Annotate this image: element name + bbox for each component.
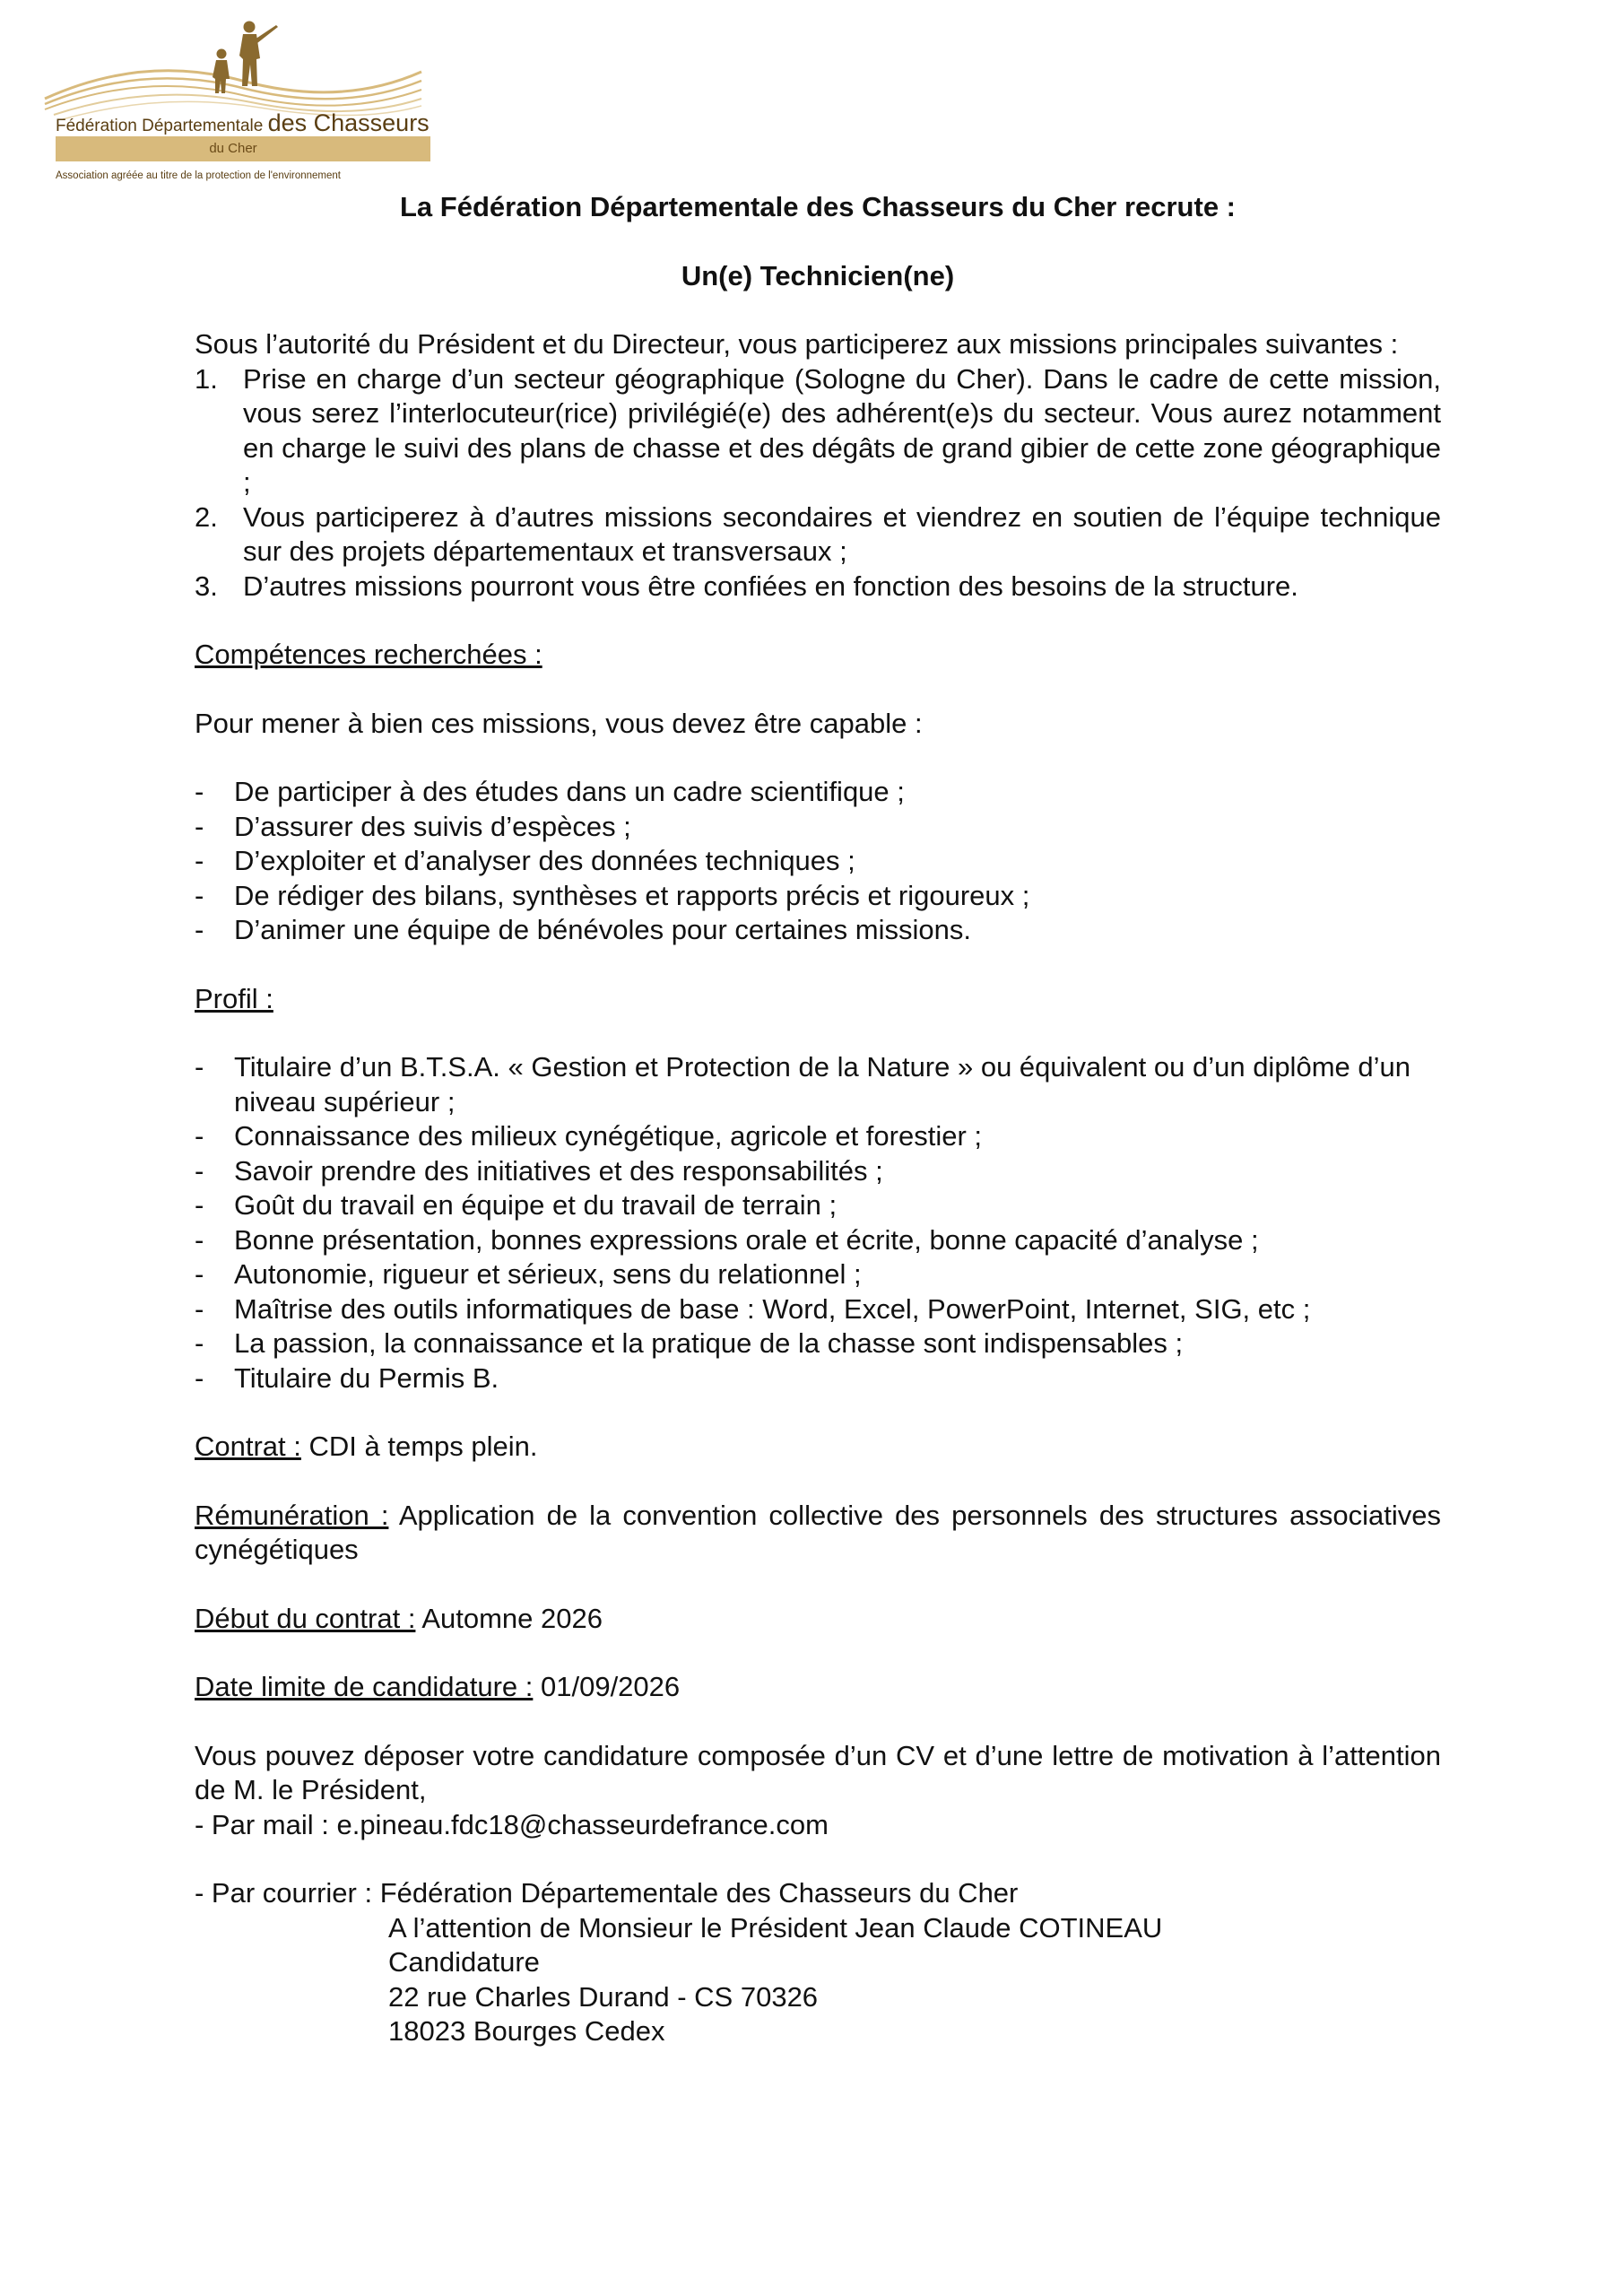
debut-line (195, 1602, 1441, 1637)
mission-text: Vous participerez à d’autres missions secondaires et viendrez en soutien de l’équipe technique sur des projets départementaux et transversaux ; (243, 500, 1441, 567)
competence-text: D’assurer des suivis d’espèces ; (234, 810, 631, 842)
mission-number: 3. (195, 570, 218, 602)
contrat-label: Contrat : (195, 1431, 301, 1462)
list-item: - Titulaire d’un B.T.S.A. « Gestion et Protection de la Nature » ou équivalent ou d’un diplôme d’un niveau supérieur ; (195, 1051, 1410, 1118)
profil-text: Connaissance des milieux cynégétique, agricole et forestier ; (234, 1120, 983, 1152)
list-item: - Savoir prendre des initiatives et des responsabilités ; (195, 1154, 883, 1187)
logo-title-big: des Chasseurs (267, 109, 430, 136)
address-line: 18023 Bourges Cedex (388, 2015, 665, 2047)
debut-label: Début du contrat : (195, 1602, 416, 1634)
logo-subtitle: du Cher (209, 141, 257, 156)
list-item: - Bonne présentation, bonnes expressions orale et écrite, bonne capacité d’analyse ; (195, 1223, 1259, 1256)
mission-text: D’autres missions pourront vous être confiées en fonction des besoins de la structure. (243, 570, 1298, 602)
candidature-paragraph: Vous pouvez déposer votre candidature composée d’un CV et d’une lettre de motivation à l’attention de M. le Président, (195, 1739, 1441, 1805)
competences-lead: Pour mener à bien ces missions, vous devez être capable : (195, 707, 923, 739)
address-line: Candidature (388, 1946, 540, 1978)
page-title: La Fédération Départementale des Chasseurs du Cher recrute : (399, 191, 1236, 222)
logo-tagline: Association agréée au titre de la protection de l'environnement (56, 170, 342, 181)
list-item: - Maîtrise des outils informatiques de base : Word, Excel, PowerPoint, Internet, SIG, etc ; (195, 1292, 1311, 1325)
competence-text: De rédiger des bilans, synthèses et rapports précis et rigoureux ; (234, 879, 1030, 911)
intro-paragraph: Sous l’autorité du Président et du Directeur, vous participerez aux missions principales suivantes : (195, 328, 1399, 360)
remuneration-value: Application de la convention collective des personnels des structures associatives cynégétiques (195, 1499, 1441, 1565)
competence-text: De participer à des études dans un cadre scientifique ; (234, 776, 905, 807)
competences-heading: Compétences recherchées : (195, 639, 542, 670)
list-item: - De participer à des études dans un cadre scientifique ; (195, 776, 905, 807)
profil-heading: Profil : (195, 982, 273, 1014)
profil-text: Savoir prendre des initiatives et des responsabilités ; (234, 1154, 883, 1187)
mission-item (195, 570, 1441, 604)
mission-item (195, 362, 1441, 500)
federation-logo (36, 18, 430, 181)
profil-list (195, 1050, 1441, 1396)
date-limite-label: Date limite de candidature : (195, 1671, 534, 1702)
list-item: - Autonomie, rigueur et sérieux, sens du relationnel ; (195, 1258, 862, 1290)
competence-text: D’exploiter et d’analyser des données techniques ; (234, 845, 855, 876)
list-item: - La passion, la connaissance et la pratique de la chasse sont indispensables ; (195, 1327, 1184, 1359)
remuneration-line (195, 1499, 1441, 1568)
job-posting (195, 190, 1441, 2049)
competence-text: D’animer une équipe de bénévoles pour certaines missions. (234, 914, 971, 945)
list-item: - Goût du travail en équipe et du travail de terrain ; (195, 1189, 838, 1221)
profil-text: Titulaire d’un B.T.S.A. « Gestion et Protection de la Nature » ou équivalent ou d’un diplôme d’un niveau supérieur ; (234, 1051, 1410, 1118)
list-item: - De rédiger des bilans, synthèses et rapports précis et rigoureux ; (195, 879, 1030, 911)
list-item: - Titulaire du Permis B. (195, 1361, 499, 1394)
date-limite-line (195, 1670, 1441, 1705)
profil-text: Maîtrise des outils informatiques de base : Word, Excel, PowerPoint, Internet, SIG, etc ; (234, 1292, 1311, 1325)
mission-text: Prise en charge d’un secteur géographique (Sologne du Cher). Dans le cadre de cette mission, vous serez l’interlocuteur(rice) privilégié(e) des adhérent(e)s du secteur. Vous aurez notamment en charge le suivi des plans de chasse et des dégâts de grand gibier de cette zone géographique ; (243, 362, 1441, 498)
logo-title (56, 109, 450, 137)
profil-text: Goût du travail en équipe et du travail de terrain ; (234, 1189, 838, 1221)
candidature-mail: - Par mail : e.pineau.fdc18@chasseurdefrance.com (195, 1808, 829, 1840)
missions-list (195, 362, 1441, 604)
job-title: Un(e) Technicien(ne) (681, 259, 955, 291)
candidature-courrier: - Par courrier : Fédération Départementale des Chasseurs du Cher (195, 1877, 1019, 1909)
debut-value: Automne 2026 (415, 1602, 603, 1634)
logo-title-small: Fédération Départementale (56, 117, 264, 135)
mission-item (195, 500, 1441, 570)
profil-text: Autonomie, rigueur et sérieux, sens du relationnel ; (234, 1258, 862, 1290)
list-item: - D’assurer des suivis d’espèces ; (195, 810, 631, 842)
list-item: - D’exploiter et d’analyser des données techniques ; (195, 845, 855, 876)
contrat-value: CDI à temps plein. (300, 1431, 538, 1462)
list-item: - D’animer une équipe de bénévoles pour certaines missions. (195, 914, 971, 945)
mission-number: 2. (195, 500, 218, 533)
profil-text: Bonne présentation, bonnes expressions orale et écrite, bonne capacité d’analyse ; (234, 1223, 1259, 1256)
profil-text: Titulaire du Permis B. (234, 1361, 499, 1394)
date-limite-value: 01/09/2026 (533, 1671, 681, 1702)
contrat-line (195, 1430, 1441, 1465)
remuneration-label: Rémunération : (195, 1499, 389, 1531)
mission-number: 1. (195, 362, 218, 395)
address-line: A l’attention de Monsieur le Président Jean Claude COTINEAU (388, 1911, 1163, 1944)
list-item: - Connaissance des milieux cynégétique, agricole et forestier ; (195, 1120, 983, 1152)
profil-text: La passion, la connaissance et la pratique de la chasse sont indispensables ; (234, 1327, 1184, 1359)
competences-list (195, 775, 1441, 948)
address-line: 22 rue Charles Durand - CS 70326 (388, 1980, 819, 2013)
postal-address (195, 1911, 1441, 2049)
